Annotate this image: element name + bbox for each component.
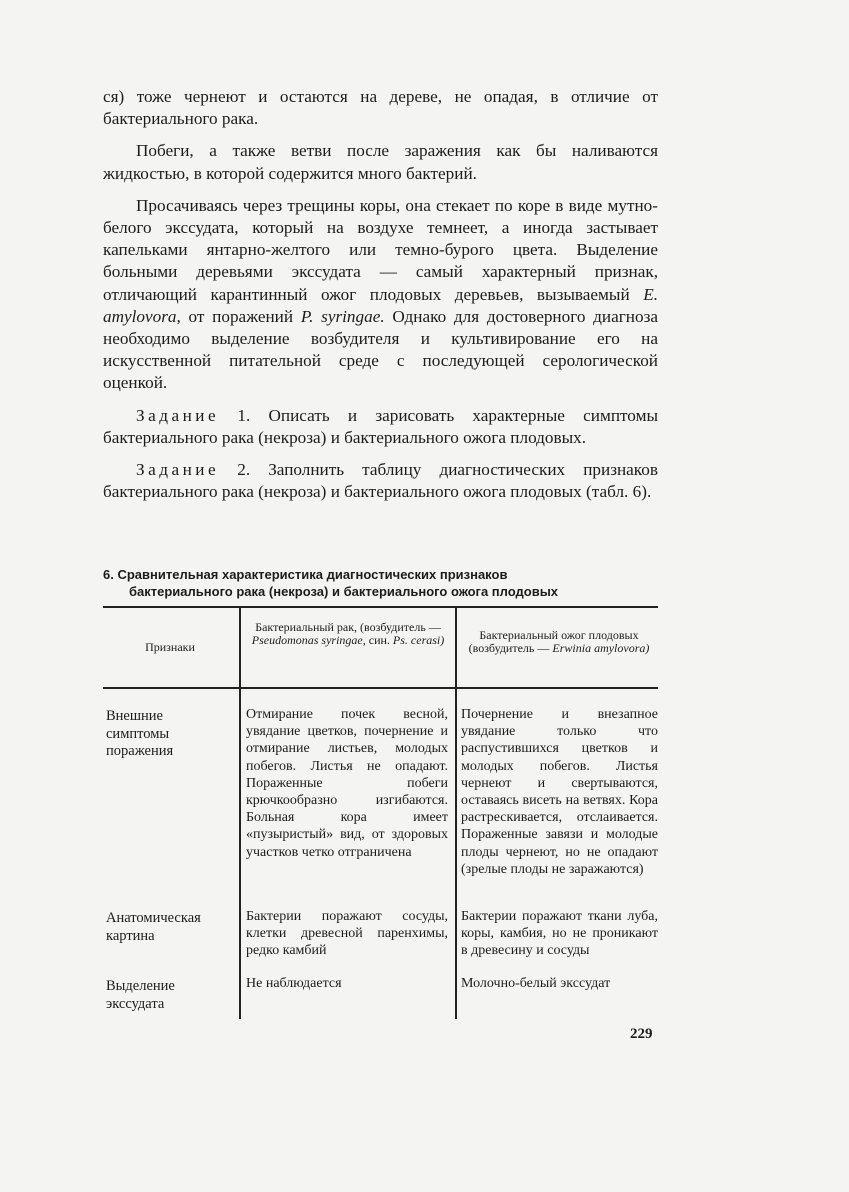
task-1-text: 1. Описать и зарисовать характерные симптомы бактериального рака (некроза) и бактериального ожога плодовых. bbox=[103, 405, 658, 447]
header-col-fire-blight: Бактериальный ожог плодовых (возбудитель — Erwinia amylovora) bbox=[468, 628, 650, 655]
row-3-bacterial-canker: Не наблюдается bbox=[246, 976, 342, 991]
paragraph-3-part-c: Однако для достоверного диагноза необходимо выделение возбудителя и культивирование его на искусственной питательной среде с последующей серологической оценкой. bbox=[103, 306, 658, 393]
table-top-rule bbox=[103, 606, 658, 608]
header-col-bacterial-canker: Бактериальный рак, (возбудитель — Pseudomonas syringae, син. Ps. cerasi) bbox=[251, 620, 445, 647]
header-species-pseudomonas: Pseudomonas syringae, bbox=[251, 633, 366, 647]
header-species-ps-cerasi: Ps. cerasi) bbox=[392, 633, 445, 647]
body-text bbox=[103, 86, 658, 513]
species-p-syringae: P. syringae. bbox=[300, 306, 385, 326]
task-1 bbox=[103, 405, 658, 449]
row-1-fire-blight: Почернение и внезапное увядание только что распустившихся цветков и молодых побегов. Листья чернеют и свертываются, оставаясь висеть на ветвях. Кора растрескивается, отслаивается. Пораженные завязи и молодые плоды чернеют, но не опадают (зрелые плоды не заражаются) bbox=[461, 707, 658, 877]
species-e-amylovora: E. amylovora, bbox=[103, 284, 658, 326]
paragraph-3-part-a: Просачиваясь через трещины коры, она стекает по коре в виде мутно-белого экссудата, который на воздухе темнеет, а иногда застывает капельками янтарно-желтого или темно-бурого цвета. Выделение больными деревьями экссудата — самый характерный признак, отличающий карантинный ожог плодовых деревьев, вызываемый bbox=[103, 195, 658, 304]
table-header-rule bbox=[103, 687, 658, 689]
task-2 bbox=[103, 459, 658, 503]
table-column-divider-2 bbox=[455, 607, 457, 1019]
paragraph-1: ся) тоже чернеют и остаются на дереве, не опадая, в отличие от бактериального рака. bbox=[103, 87, 658, 129]
row-2-fire-blight: Бактерии поражают ткани луба, коры, камбия, но не проникают в древесину и сосуды bbox=[461, 909, 658, 959]
row-2-bacterial-canker: Бактерии поражают сосуды, клетки древесной паренхимы, редко камбий bbox=[246, 909, 448, 959]
paragraph-3-part-b: от поражений bbox=[180, 306, 301, 326]
task-1-label: Задание bbox=[136, 405, 220, 425]
paragraph-2: Побеги, а также ветви после заражения как бы наливаются жидкостью, в которой содержится много бактерий. bbox=[103, 141, 658, 183]
row-label-exudate: Выделение экссудата bbox=[106, 978, 175, 1012]
row-1-bacterial-canker: Отмирание почек весной, увядание цветков, почернение и отмирание листьев, молодых побегов. Листья не опадают. Пораженные побеги крючкообразно изгибаются. Больная кора имеет «пузыристый» вид, от здоровых участков четко отграничена bbox=[246, 707, 448, 860]
table-column-divider-1 bbox=[239, 607, 241, 1019]
row-3-fire-blight: Молочно-белый экссудат bbox=[461, 976, 611, 991]
table-caption-line-2: бактериального рака (некроза) и бактериального ожога плодовых bbox=[129, 584, 559, 599]
header-col-features: Признаки bbox=[145, 640, 195, 654]
table-caption bbox=[103, 566, 663, 600]
paragraph-3 bbox=[103, 195, 658, 395]
row-label-external-symptoms: Внешние симптомы поражения bbox=[106, 708, 174, 759]
table-caption-line-1: 6. Сравнительная характеристика диагностических признаков bbox=[103, 567, 508, 582]
page-number: 229 bbox=[630, 1026, 653, 1042]
row-label-anatomical-picture: Анатомическая картина bbox=[106, 910, 201, 944]
task-2-label: Задание bbox=[136, 460, 220, 480]
task-2-text: 2. Заполнить таблицу диагностических признаков бактериального рака (некроза) и бактериального ожога плодовых (табл. 6). bbox=[103, 460, 658, 502]
header-species-erwinia: Erwinia amylovora) bbox=[552, 641, 650, 655]
